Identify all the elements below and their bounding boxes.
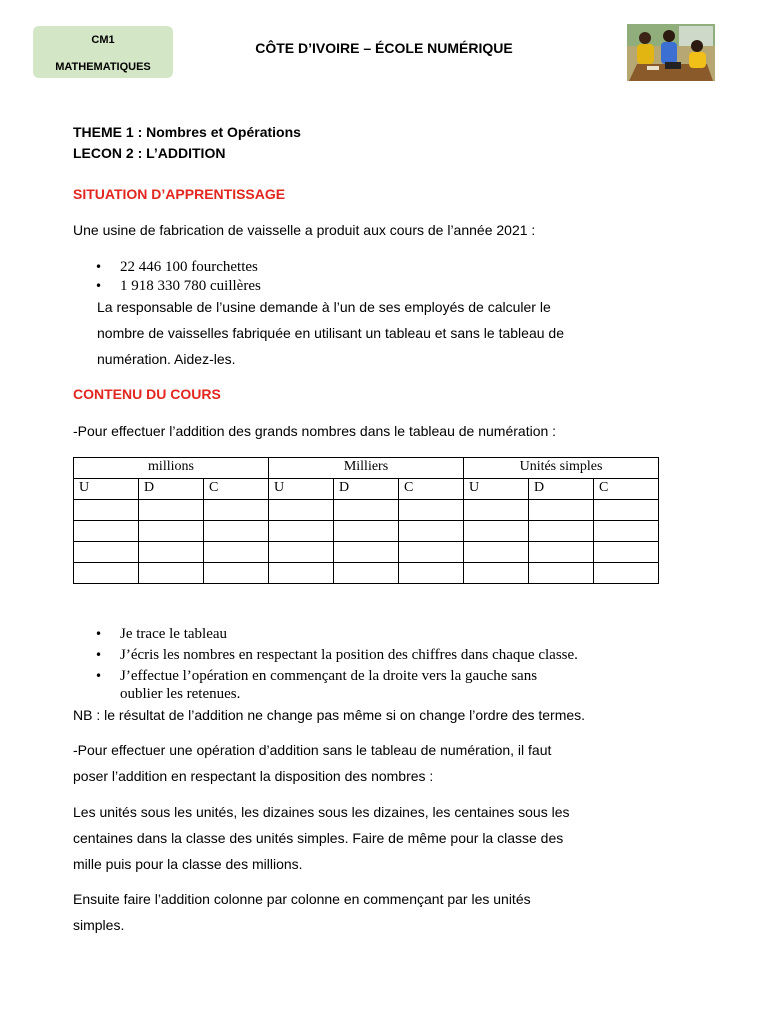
situation-intro: Une usine de fabrication de vaisselle a produit aux cours de l’année 2021 : bbox=[73, 222, 536, 238]
nb-note: NB : le résultat de l’addition ne change pas même si on change l’ordre des termes. bbox=[73, 707, 586, 723]
situation-line: La responsable de l’usine demande à l’un de ses employés de calculer le bbox=[97, 299, 551, 315]
numeration-table bbox=[73, 457, 659, 584]
table-row bbox=[74, 542, 659, 563]
production-list bbox=[93, 258, 261, 296]
paragraph-line: Ensuite faire l’addition colonne par colonne en commençant par les unités bbox=[73, 891, 531, 907]
list-item: • Je trace le tableau bbox=[93, 624, 578, 645]
column-header: C bbox=[204, 479, 269, 500]
contenu-heading: CONTENU DU COURS bbox=[73, 386, 221, 402]
grade-label: CM1 bbox=[91, 34, 115, 46]
column-header: U bbox=[269, 479, 334, 500]
paragraph-line: mille puis pour la classe des millions. bbox=[73, 856, 303, 872]
list-item: • J’écris les nombres en respectant la position des chiffres dans chaque classe. bbox=[93, 645, 578, 666]
lecon-line: LECON 2 : L’ADDITION bbox=[73, 145, 226, 161]
class-header: Unités simples bbox=[464, 458, 659, 479]
list-item: • 22 446 100 fourchettes bbox=[93, 258, 261, 277]
page-title: CÔTE D’IVOIRE – ÉCOLE NUMÉRIQUE bbox=[255, 40, 513, 56]
students-illustration bbox=[627, 24, 715, 81]
contenu-intro: -Pour effectuer l’addition des grands nombres dans le tableau de numération : bbox=[73, 423, 557, 439]
paragraph-line: -Pour effectuer une opération d’addition sans le tableau de numération, il faut bbox=[73, 742, 552, 758]
situation-heading: SITUATION D’APPRENTISSAGE bbox=[73, 186, 286, 202]
steps-list bbox=[93, 624, 578, 687]
table-class-row bbox=[74, 458, 659, 479]
subject-label: MATHEMATIQUES bbox=[55, 61, 151, 73]
situation-line: nombre de vaisselles fabriquée en utilisant un tableau et sans le tableau de bbox=[97, 325, 564, 341]
list-item: • J’effectue l’opération en commençant de la droite vers la gauche sans bbox=[93, 666, 578, 687]
column-header: U bbox=[74, 479, 139, 500]
paragraph-line: centaines dans la classe des unités simples. Faire de même pour la classe des bbox=[73, 830, 564, 846]
column-header: C bbox=[399, 479, 464, 500]
situation-line: numération. Aidez-les. bbox=[97, 351, 236, 367]
paragraph-line: Les unités sous les unités, les dizaines sous les dizaines, les centaines sous les bbox=[73, 804, 570, 820]
step-continuation: oublier les retenues. bbox=[120, 686, 241, 702]
column-header: D bbox=[139, 479, 204, 500]
paragraph-line: simples. bbox=[73, 917, 125, 933]
theme-line: THEME 1 : Nombres et Opérations bbox=[73, 124, 301, 140]
table-row bbox=[74, 521, 659, 542]
column-header: U bbox=[464, 479, 529, 500]
column-header: D bbox=[334, 479, 399, 500]
column-header: C bbox=[594, 479, 659, 500]
paragraph-line: poser l’addition en respectant la disposition des nombres : bbox=[73, 768, 434, 784]
table-column-row bbox=[74, 479, 659, 500]
class-header: Milliers bbox=[269, 458, 464, 479]
table-row bbox=[74, 563, 659, 584]
column-header: D bbox=[529, 479, 594, 500]
class-header: millions bbox=[74, 458, 269, 479]
table-row bbox=[74, 500, 659, 521]
list-item: • 1 918 330 780 cuillères bbox=[93, 277, 261, 296]
